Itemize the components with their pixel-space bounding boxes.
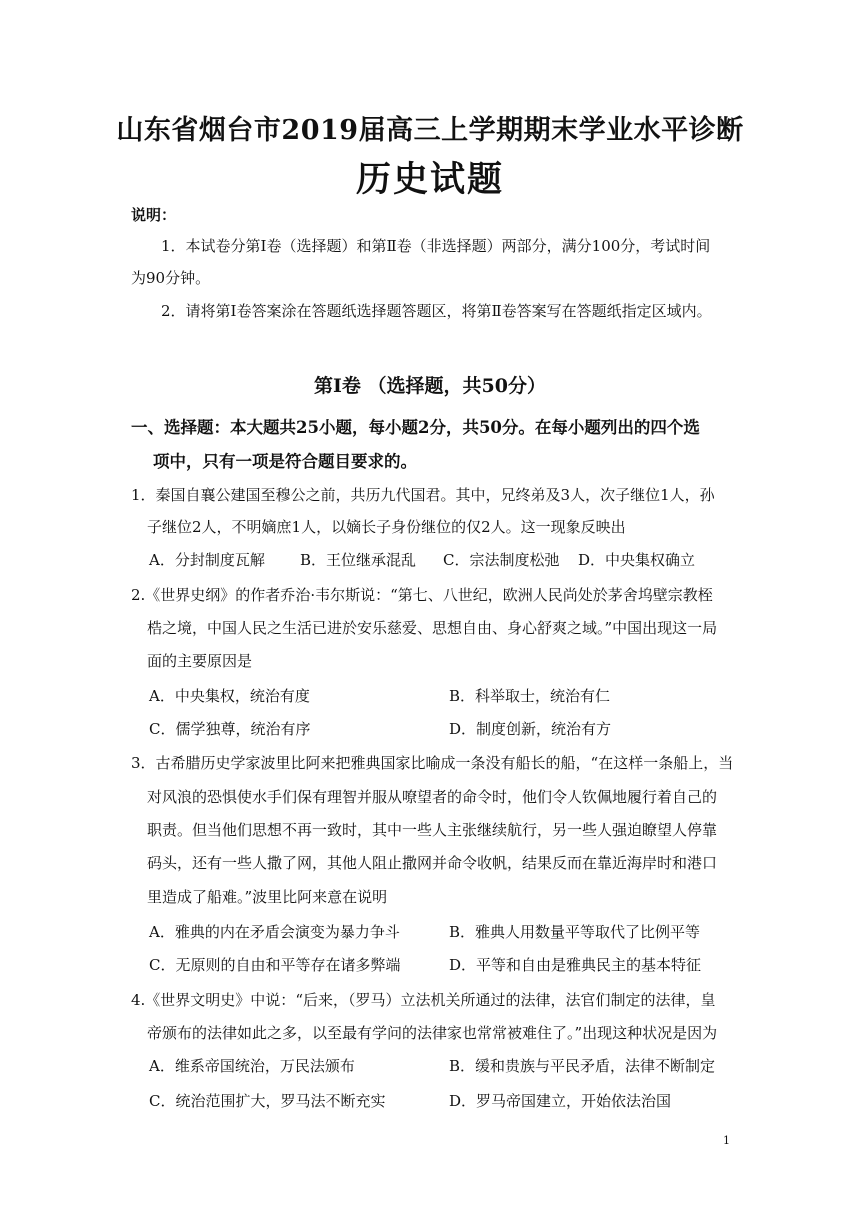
question-3-stem-line-2: 对风浪的恐惧使水手们保有理智并服从嘹望者的命令时，他们令人钦佩地履行着自己的 <box>147 788 718 806</box>
question-3-stem-line-1: 3．古希腊历史学家波里比阿来把雅典国家比喻成一条没有船长的船，“在这样一条船上，当 <box>131 754 734 772</box>
question-3-stem-line-4: 码头，还有一些人撒了网，其他人阻止撒网并命令收帆，结果反而在靠近海岸时和港口 <box>147 854 718 872</box>
question-3-option-a: A．雅典的内在矛盾会演变为暴力争斗 <box>149 923 400 941</box>
question-1-option-c: C．宗法制度松弛 <box>443 551 560 569</box>
section-heading-line-1: 一、选择题：本大题共25小题，每小题2分，共50分。在每小题列出的四个选 <box>131 418 700 437</box>
instruction-item-1-line-1: 1．本试卷分第Ⅰ卷（选择题）和第Ⅱ卷（非选择题）两部分，满分100分，考试时间 <box>161 237 711 255</box>
section-heading-line-2: 项中，只有一项是符合题目要求的。 <box>153 452 417 471</box>
question-1-stem-line-2: 子继位2人，不明嫡庶1人，以嫡长子身份继位的仅2人。这一现象反映出 <box>147 518 626 536</box>
question-2-option-b: B．科举取士，统治有仁 <box>449 687 611 705</box>
question-4-option-c: C．统治范围扩大，罗马法不断充实 <box>149 1092 386 1110</box>
question-2-stem-line-1: 2.《世界史纲》的作者乔治·韦尔斯说：“第七、八世纪，欧洲人民尚处於茅舍坞壁宗教桎 <box>131 586 713 604</box>
question-3-stem-line-3: 职责。但当他们思想不再一致时，其中一些人主张继续航行，另一些人强迫瞭望人停靠 <box>147 821 718 839</box>
question-3-option-b: B．雅典人用数量平等取代了比例平等 <box>449 923 701 941</box>
question-2-stem-line-3: 面的主要原因是 <box>147 652 253 670</box>
question-3-option-d: D．平等和自由是雅典民主的基本特征 <box>449 956 702 974</box>
instructions-label: 说明： <box>131 206 177 224</box>
instruction-item-1-line-2: 为90分钟。 <box>131 269 211 287</box>
question-1-option-d: D．中央集权确立 <box>578 551 696 569</box>
question-4-option-b: B．缓和贵族与平民矛盾，法律不断制定 <box>449 1057 716 1075</box>
question-1-stem-line-1: 1．秦国自襄公建国至穆公之前，共历九代国君。其中，兄终弟及3人，次子继位1人，孙 <box>131 486 715 504</box>
question-4-option-a: A．维系帝国统治，万民法颁布 <box>149 1057 355 1075</box>
question-2-option-c: C．儒学独尊，统治有序 <box>149 720 311 738</box>
exam-subject-title: 历史试题 <box>355 159 504 200</box>
question-3-option-c: C．无原则的自由和平等存在诸多弊端 <box>149 956 401 974</box>
section-title: 第Ⅰ卷 （选择题，共50分） <box>314 375 546 397</box>
question-2-option-a: A．中央集权，统治有度 <box>149 687 310 705</box>
page-number: 1 <box>723 1134 730 1147</box>
question-3-stem-line-5: 里造成了船难。”波里比阿来意在说明 <box>147 888 388 906</box>
question-2-stem-line-2: 梏之境，中国人民之生活已进於安乐慈爱、思想自由、身心舒爽之域。”中国出现这一局 <box>147 619 718 637</box>
instruction-item-2: 2．请将第Ⅰ卷答案涂在答题纸选择题答题区，将第Ⅱ卷答案写在答题纸指定区域内。 <box>161 302 712 320</box>
exam-title: 山东省烟台市2019届高三上学期期末学业水平诊断 <box>116 115 744 146</box>
question-4-stem-line-2: 帝颁布的法律如此之多，以至最有学问的法律家也常常被难住了。”出现这种状况是因为 <box>147 1024 718 1042</box>
question-1-option-a: A．分封制度瓦解 <box>149 551 265 569</box>
question-4-stem-line-1: 4.《世界文明史》中说：“后来，（罗马）立法机关所通过的法律，法官们制定的法律，皇 <box>131 991 716 1009</box>
question-4-option-d: D．罗马帝国建立，开始依法治国 <box>449 1092 672 1110</box>
question-1-option-b: B．王位继承混乱 <box>300 551 417 569</box>
question-2-option-d: D．制度创新，统治有方 <box>449 720 612 738</box>
